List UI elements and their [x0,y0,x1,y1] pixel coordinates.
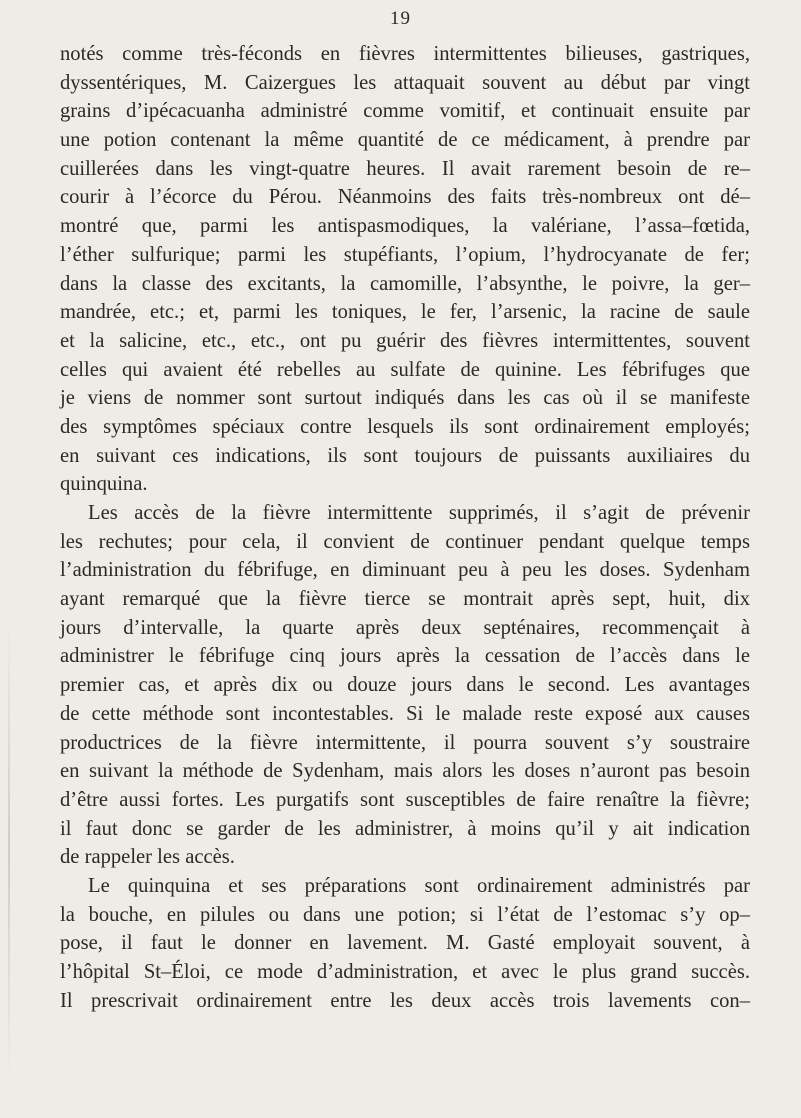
text-line: productrices de la fièvre intermittente, il pourra souvent s’y soustraire [60,731,750,754]
text-line: il faut donc se garder de les administrer, à moins qu’il y ait indication [60,817,750,840]
text-line: en suivant ces indications, ils sont toujours de puissants auxiliaires du [60,444,750,467]
text-line: dans la classe des excitants, la camomille, l’absynthe, le poivre, la ger– [60,272,750,295]
page-binding-shadow [8,620,10,1080]
body-text [60,40,750,1015]
paragraph [60,40,750,499]
text-line: des symptômes spéciaux contre lesquels ils sont ordinairement employés; [60,415,750,438]
text-line: de rappeler les accès. [60,846,235,869]
text-line: les rechutes; pour cela, il convient de continuer pendant quelque temps [60,530,750,553]
text-line: je viens de nommer sont surtout indiqués dans les cas où il se manifeste [60,387,750,410]
text-line: grains d’ipécacuanha administré comme vomitif, et continuait ensuite par [60,100,750,123]
text-line: montré que, parmi les antispasmodiques, la valériane, l’assa–fœtida, [60,215,750,238]
text-line: pose, il faut le donner en lavement. M. Gasté employait souvent, à [60,932,750,955]
paragraph [60,499,750,872]
text-line: celles qui avaient été rebelles au sulfate de quinine. Les fébrifuges que [60,358,750,381]
text-line: en suivant la méthode de Sydenham, mais alors les doses n’auront pas besoin [60,760,750,783]
text-line: administrer le fébrifuge cinq jours après la cessation de l’accès dans le [60,645,750,668]
page-number: 19 [390,8,411,29]
text-line: et la salicine, etc., etc., ont pu guérir des fièvres intermittentes, souvent [60,329,750,352]
text-line: l’administration du fébrifuge, en diminuant peu à peu les doses. Sydenham [60,559,750,582]
text-line: une potion contenant la même quantité de ce médicament, à prendre par [60,129,750,152]
text-line: dyssentériques, M. Caizergues les attaquait souvent au début par vingt [60,71,750,94]
text-line: courir à l’écorce du Pérou. Néanmoins des faits très-nombreux ont dé– [60,186,750,209]
text-line: ayant remarqué que la fièvre tierce se montrait après sept, huit, dix [60,588,750,611]
text-line: cuillerées dans les vingt-quatre heures. Il avait rarement besoin de re– [60,157,750,180]
text-line: de cette méthode sont incontestables. Si le malade reste exposé aux causes [60,702,750,725]
text-line: quinquina. [60,473,148,496]
text-line: d’être aussi fortes. Les purgatifs sont susceptibles de faire renaître la fièvre; [60,788,750,811]
text-line: jours d’intervalle, la quarte après deux septénaires, recommençait à [60,616,750,639]
paragraph [60,872,750,1015]
text-line: Le quinquina et ses préparations sont ordinairement administrés par [88,874,750,897]
text-line: l’hôpital St–Éloi, ce mode d’administration, et avec le plus grand succès. [60,961,750,983]
text-line: notés comme très-féconds en fièvres intermittentes bilieuses, gastriques, [60,43,750,65]
text-line: mandrée, etc.; et, parmi les toniques, le fer, l’arsenic, la racine de saule [60,301,750,324]
text-line: Les accès de la fièvre intermittente supprimés, il s’agit de prévenir [88,502,750,524]
text-line: Il prescrivait ordinairement entre les deux accès trois lavements con– [60,989,750,1012]
text-line: la bouche, en pilules ou dans une potion; si l’état de l’estomac s’y op– [60,903,750,926]
text-line: l’éther sulfurique; parmi les stupéfiants, l’opium, l’hydrocyanate de fer; [60,243,750,266]
text-line: premier cas, et après dix ou douze jours dans le second. Les avantages [60,674,750,697]
